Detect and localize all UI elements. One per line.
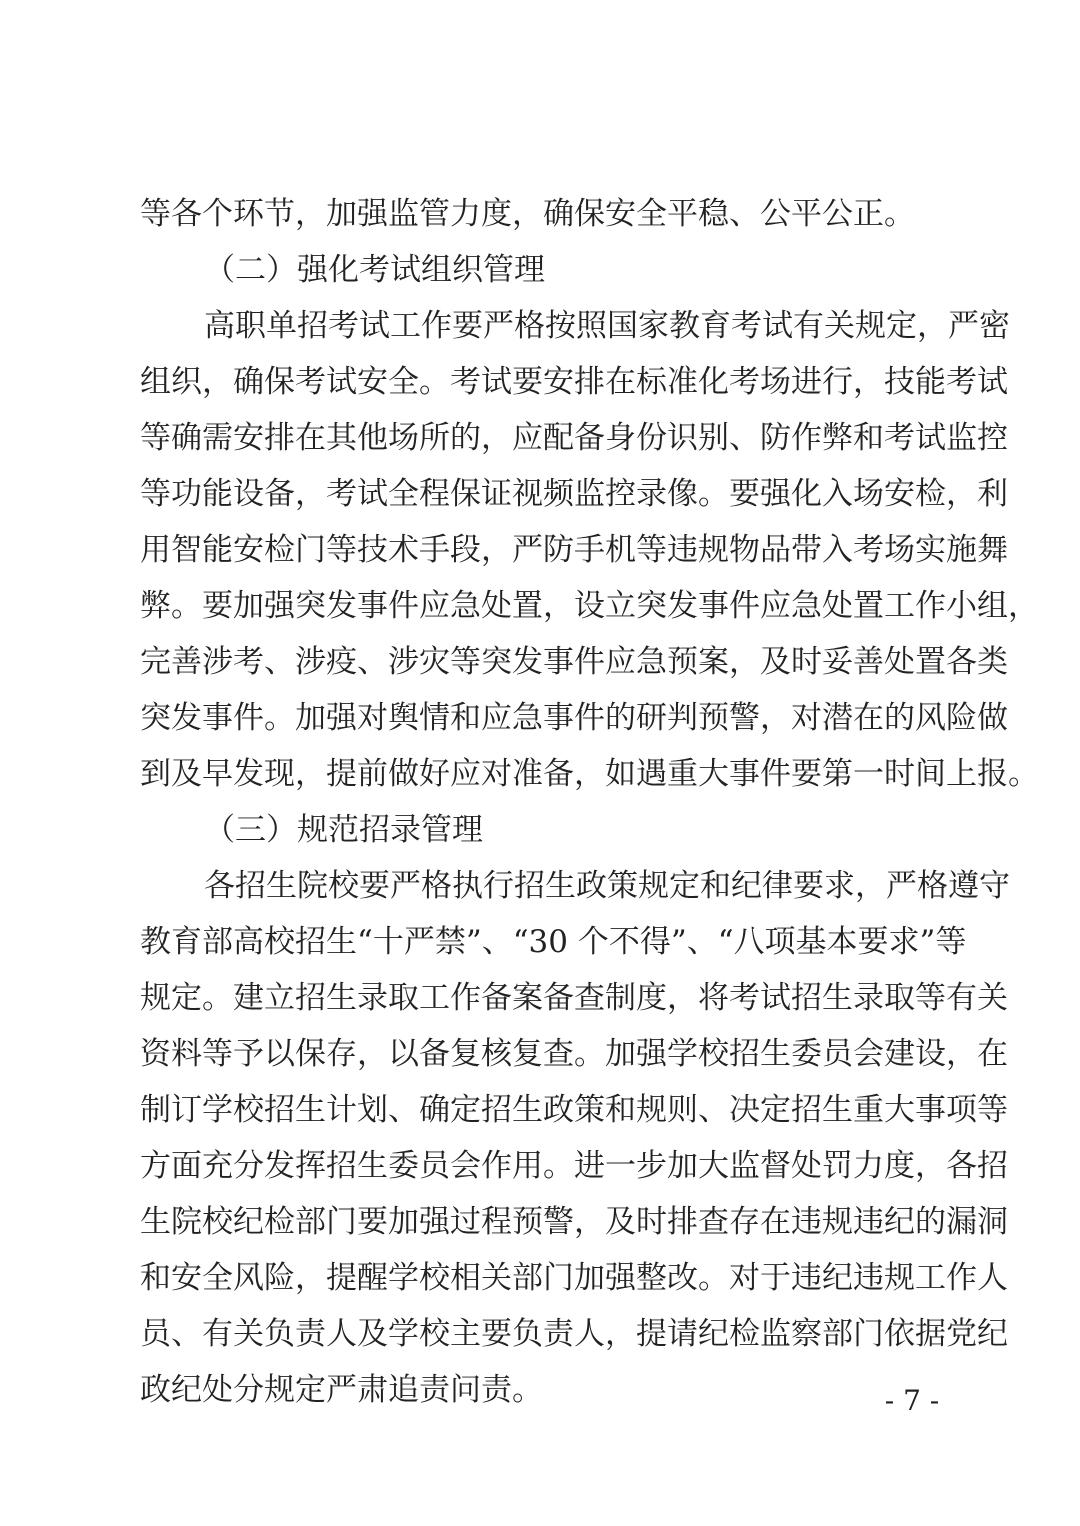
paragraph-line: 政纪处分规定严肃追责问责。 xyxy=(140,1372,543,1408)
page-number: - 7 - xyxy=(884,1384,940,1417)
paragraph-line: 教育部高校招生“十严禁”、“30 个不得”、“八项基本要求”等 xyxy=(140,924,967,960)
paragraph-line: 高职单招考试工作要严格按照国家教育考试有关规定，严密 xyxy=(204,308,1010,344)
paragraph-line: 到及早发现，提前做好应对准备，如遇重大事件要第一时间上报。 xyxy=(140,756,1039,792)
paragraph-line: 各招生院校要严格执行招生政策规定和纪律要求，严格遵守 xyxy=(204,868,1010,904)
paragraph-line: 完善涉考、涉疫、涉灾等突发事件应急预案，及时妥善处置各类 xyxy=(140,644,1008,680)
paragraph-line: 组织，确保考试安全。考试要安排在标准化考场进行，技能考试 xyxy=(140,364,1008,400)
paragraph-line: 规定。建立招生录取工作备案备查制度，将考试招生录取等有关 xyxy=(140,980,1008,1016)
paragraph-line: 方面充分发挥招生委员会作用。进一步加大监督处罚力度，各招 xyxy=(140,1148,1008,1184)
paragraph-continuation-line: 等各个环节，加强监管力度，确保安全平稳、公平公正。 xyxy=(140,196,915,232)
document-body xyxy=(140,186,1039,1418)
paragraph-line: 用智能安检门等技术手段，严防手机等违规物品带入考场实施舞 xyxy=(140,532,1008,568)
paragraph-line: 生院校纪检部门要加强过程预警，及时排查存在违规违纪的漏洞 xyxy=(140,1204,1008,1240)
paragraph-line: 制订学校招生计划、确定招生政策和规则、决定招生重大事项等 xyxy=(140,1092,1008,1128)
paragraph-line: 资料等予以保存，以备复核复查。加强学校招生委员会建设，在 xyxy=(140,1036,1008,1072)
paragraph-line: 等确需安排在其他场所的，应配备身份识别、防作弊和考试监控 xyxy=(140,420,1008,456)
section-heading-3: （三）规范招录管理 xyxy=(204,812,483,848)
paragraph-line: 弊。要加强突发事件应急处置，设立突发事件应急处置工作小组， xyxy=(140,588,1039,624)
paragraph-line: 突发事件。加强对舆情和应急事件的研判预警，对潜在的风险做 xyxy=(140,700,1008,736)
section-heading-2: （二）强化考试组织管理 xyxy=(204,252,545,288)
paragraph-line: 员、有关负责人及学校主要负责人，提请纪检监察部门依据党纪 xyxy=(140,1316,1008,1352)
paragraph-line: 等功能设备，考试全程保证视频监控录像。要强化入场安检，利 xyxy=(140,476,1008,512)
paragraph-line: 和安全风险，提醒学校相关部门加强整改。对于违纪违规工作人 xyxy=(140,1260,1008,1296)
